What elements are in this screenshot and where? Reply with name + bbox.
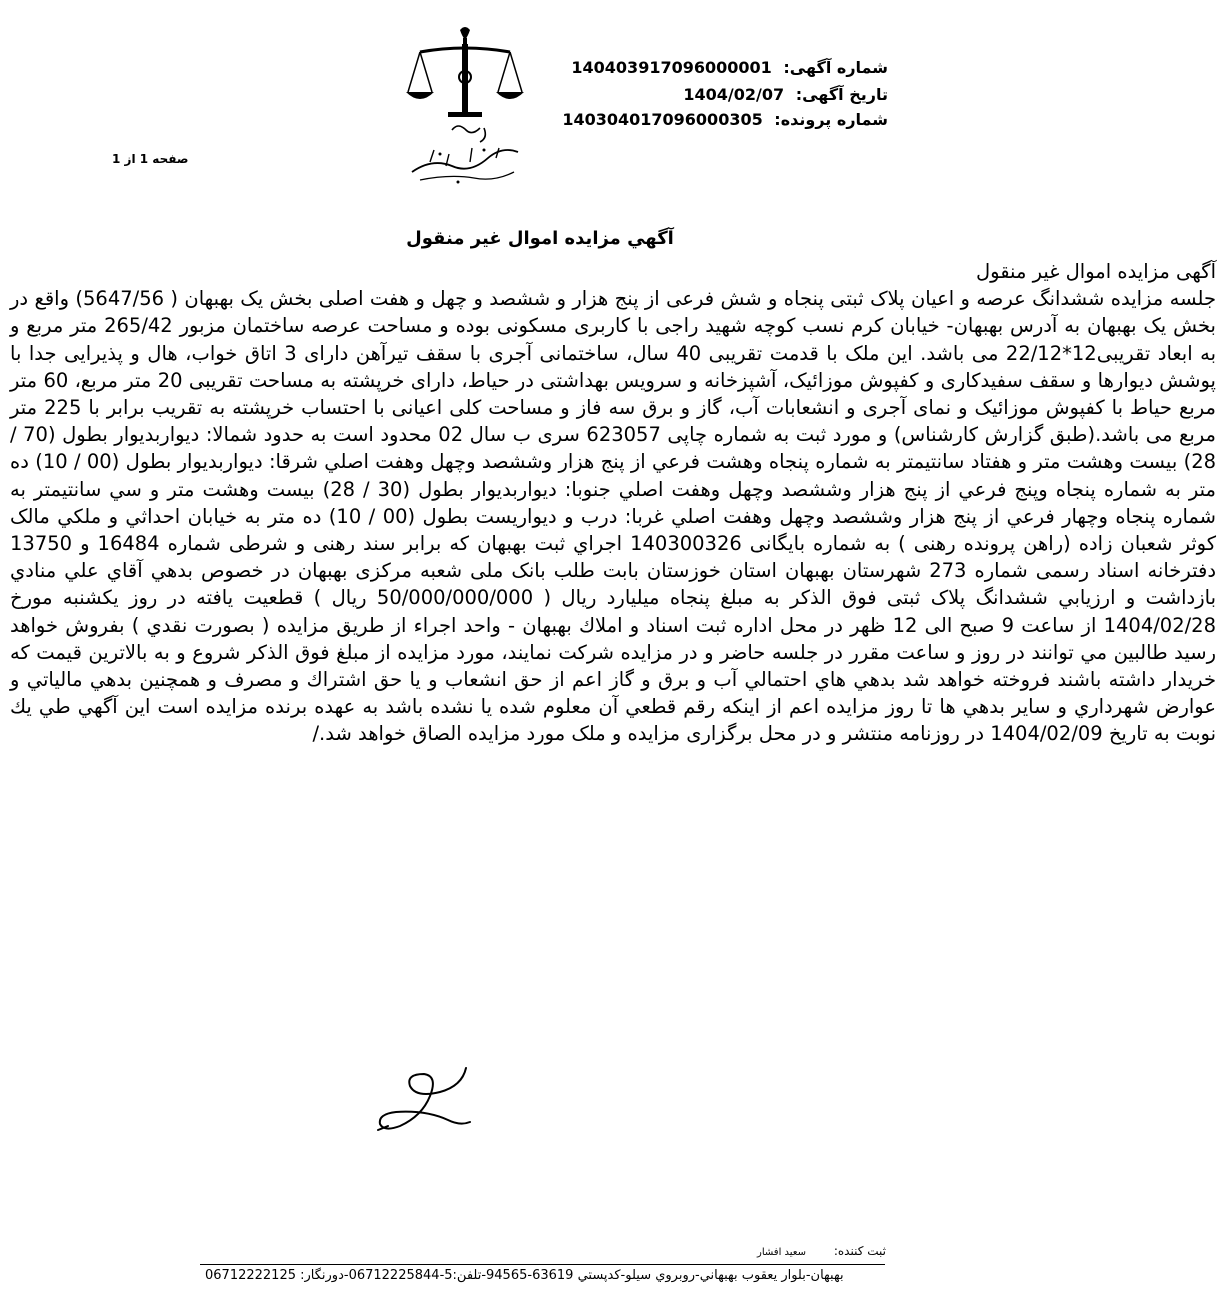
registrar-name: سعید افشار [757,1247,807,1258]
notice-date-label: تاریخ آگهی: [795,85,888,104]
notice-number-row [571,58,888,77]
notice-date-row [683,85,888,104]
document-title: آگهي مزايده اموال غير منقول [406,228,674,249]
case-number-label: شماره پرونده: [774,110,888,129]
case-number-row [562,110,888,129]
judiciary-scales-icon [400,22,530,187]
registrar-label: ثبت کننده: [833,1244,886,1258]
handwritten-signature [370,1060,480,1135]
notice-number: 140403917096000001 [571,58,772,77]
notice-body [10,258,1216,748]
notice-date: 1404/02/07 [683,85,785,104]
footer-address: بهبهان-بلوار يعقوب بهبهاني-روبروي سيلو-كدپستي 63619-94565-تلفن:5-06712225844-دورنگار: 06712222125 [205,1268,844,1283]
notice-text: جلسه مزایده ششدانگ عرصه و اعیان پلاک ثبتی پنجاه و شش فرعی از پنج هزار و ششصد و چهل و هفت اصلی بخش یک بهبهان ( 5647/56) واقع در بخش یک بهبهان به آدرس بهبهان- خیابان کرم نسب کوچه شهید راجی با کاربری مسکونی بوده و مساحت عرصه ساختمان مزبور 265/42 متر مربع و به ابعاد تقریبی12*22/12 می باشد. این ملک با قدمت تقریبی 40 سال، ساختمانی آجری با سقف تیرآهن دارای 3 اتاق خواب، هال و پذیرایی جدا با پوشش دیوارها و سقف سفیدکاری و کفپوش موزائیک، آشپزخانه و سرویس بهداشتی در حیاط، دارای خرپشته به مساحت تقریبی 20 متر مربع، 60 متر مربع حیاط با کفپوش موزائیک و نمای آجری و انشعابات آب، گاز و برق سه فاز و مساحت کلی اعیانی با احتساب خرپشته به تقریب برابر با 225 متر مربع می باشد.(طبق گزارش کارشناس) و مورد ثبت به شماره چاپی 623057 سری ب سال 02 محدود است به حدود شمالا: دیواربدیوار بطول (70 / 28) بیست وهشت متر و هفتاد سانتیمتر به شماره پنجاه وهشت فرعي از پنج هزار وششصد وچهل وهفت اصلي شرقا: دیواربدیوار بطول (00 / 10) ده متر به شماره پنجاه وپنج فرعي از پنج هزار وششصد وچهل وهفت اصلي جنوبا: دیواربدیوار بطول (30 / 28) بیست وهشت متر و سي سانتیمتر به شماره پنجاه وچهار فرعي از پنج هزار وششصد وچهل وهفت اصلي غربا: درب و دیواریست بطول (00 / 10) ده متر به خيابان احداثي و ملكي مالک کوثر شعبان زاده (راهن پرونده رهنی ) به شماره بایگانی 140300326 اجراي ثبت بهبهان كه برابر سند رهنی و شرطی شماره 16484 و 13750 دفترخانه اسناد رسمی شماره 273 شهرستان بهبهان استان خوزستان بابت طلب بانک ملی شعبه مرکزی بهبهان در خصوص بدهي آقاي علي منادي بازداشت و ارزيابي ششدانگ پلاک ثبتی فوق الذكر به مبلغ پنجاه میلیارد ريال ( 50/000/000/000 ريال ) قطعيت يافته در روز يكشنبه مورخ 1404/02/28 از ساعت 9 صبح الی 12 ظهر در محل اداره ثبت اسناد و املاك بهبهان - واحد اجراء از طريق مزايده ( بصورت نقدي ) بفروش خواهد رسيد طالبين مي توانند در روز و ساعت مقرر در جلسه حاضر و در مزايده شركت نمايند، مورد مزايده از مبلغ فوق الذکر شروع و به بالاترين قيمت كه خريدار داشته باشند فروخته خواهد شد بدهي هاي احتمالي آب و برق و گاز اعم از حق انشعاب و يا حق اشتراك و مصرف و همچنين بدهي مالياتي و عوارض شهرداري و ساير بدهي ها تا روز مزايده اعم از اينكه رقم قطعي آن معلوم شده يا نشده باشد به عهده برنده مزايده است اين آگهي طي يك نوبت به تاريخ 1404/02/09 در روزنامه منتشر و در محل برگزاری مزایده و ملک مورد مزایده الصاق خواهد شد./ [10,287,1217,746]
page-indicator: صفحه 1 از 1 [112,152,189,166]
notice-number-label: شماره آگهی: [783,58,888,77]
notice-subtitle: آگهی مزایده اموال غیر منقول [975,260,1216,283]
case-number: 140304017096000305 [562,110,763,129]
footer-divider [200,1264,885,1265]
registrar-row [757,1244,886,1258]
